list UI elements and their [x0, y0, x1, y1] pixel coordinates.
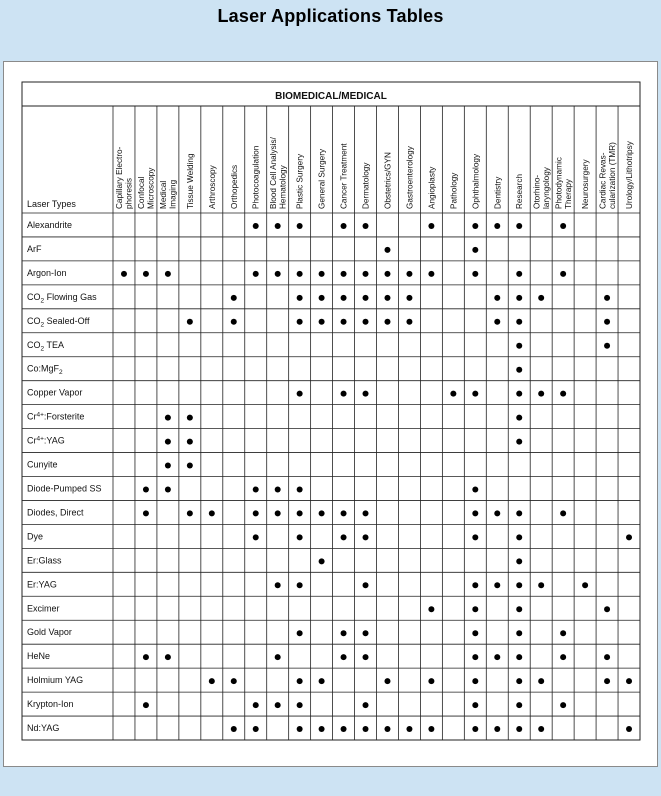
dot-marker — [275, 271, 281, 277]
dot-marker — [538, 678, 544, 684]
dot-marker — [516, 367, 522, 373]
dot-marker — [582, 582, 588, 588]
dot-marker — [297, 630, 303, 636]
dot-marker — [143, 702, 149, 708]
dot-marker — [253, 223, 259, 229]
row-label: Copper Vapor — [27, 387, 83, 398]
column-header: Dentistry — [493, 176, 503, 209]
dot-marker — [341, 654, 347, 660]
dot-marker — [560, 510, 566, 516]
dot-marker — [341, 534, 347, 540]
dot-marker — [297, 582, 303, 588]
dot-marker — [604, 606, 610, 612]
dot-marker — [341, 271, 347, 277]
row-header-label: Laser Types — [27, 199, 76, 209]
dot-marker — [209, 678, 215, 684]
dot-marker — [626, 534, 632, 540]
dot-marker — [428, 271, 434, 277]
dot-marker — [516, 606, 522, 612]
dot-marker — [472, 510, 478, 516]
dot-marker — [297, 295, 303, 301]
dot-marker — [319, 271, 325, 277]
dot-marker — [472, 391, 478, 397]
row-label: ArF — [27, 243, 42, 254]
dot-marker — [341, 223, 347, 229]
dot-marker — [428, 223, 434, 229]
dot-marker — [384, 678, 390, 684]
dot-marker — [341, 510, 347, 516]
dot-marker — [363, 295, 369, 301]
row-label: Diode-Pumped SS — [27, 483, 102, 494]
dot-marker — [516, 415, 522, 421]
row-label: Holmium YAG — [27, 675, 84, 686]
dot-marker — [363, 319, 369, 325]
dot-marker — [297, 319, 303, 325]
dot-marker — [538, 726, 544, 732]
row-label: $CO_2$ Sealed-Off — [27, 315, 90, 329]
dot-marker — [516, 678, 522, 684]
dot-marker — [604, 678, 610, 684]
dot-marker — [472, 630, 478, 636]
page-title: Laser Applications Tables — [217, 6, 444, 26]
column-header: Angioplasty — [427, 166, 437, 209]
dot-marker — [560, 630, 566, 636]
dot-marker — [231, 726, 237, 732]
dot-marker — [560, 654, 566, 660]
dot-marker — [516, 510, 522, 516]
dot-marker — [472, 606, 478, 612]
dot-marker — [516, 343, 522, 349]
column-header: Ophthalmology — [471, 153, 481, 209]
dot-marker — [363, 582, 369, 588]
dot-marker — [472, 271, 478, 277]
column-header: cularization (TMR) — [607, 142, 617, 209]
column-header: General Surgery — [317, 148, 327, 209]
dot-marker — [319, 678, 325, 684]
column-header: Capillary Electro- — [115, 146, 125, 209]
dot-marker — [341, 319, 347, 325]
dot-marker — [472, 247, 478, 253]
dot-marker — [275, 654, 281, 660]
dot-marker — [560, 702, 566, 708]
dot-marker — [384, 295, 390, 301]
column-header: Blood Cell Analysis/ — [268, 137, 278, 209]
dot-marker — [297, 534, 303, 540]
dot-marker — [187, 510, 193, 516]
dot-marker — [187, 415, 193, 421]
dot-marker — [516, 582, 522, 588]
dot-marker — [494, 582, 500, 588]
dot-marker — [516, 654, 522, 660]
row-label: Nd:YAG — [27, 723, 60, 734]
dot-marker — [363, 630, 369, 636]
dot-marker — [187, 439, 193, 445]
dot-marker — [143, 486, 149, 492]
dot-marker — [494, 295, 500, 301]
column-header: Arthroscopy — [207, 165, 217, 209]
dot-marker — [363, 391, 369, 397]
dot-marker — [275, 702, 281, 708]
dot-marker — [165, 463, 171, 469]
dot-marker — [165, 486, 171, 492]
dot-marker — [516, 391, 522, 397]
dot-marker — [297, 271, 303, 277]
dot-marker — [428, 726, 434, 732]
dot-marker — [253, 510, 259, 516]
dot-marker — [275, 582, 281, 588]
dot-marker — [187, 463, 193, 469]
dot-marker — [143, 271, 149, 277]
dot-marker — [538, 582, 544, 588]
dot-marker — [516, 295, 522, 301]
dot-marker — [406, 726, 412, 732]
dot-marker — [538, 295, 544, 301]
row-label: Alexandrite — [27, 219, 73, 230]
section-title: BIOMEDICAL/MEDICAL — [275, 91, 387, 102]
dot-marker — [472, 654, 478, 660]
dot-marker — [428, 606, 434, 612]
row-label: Excimer — [27, 603, 60, 614]
row-label: Er:YAG — [27, 579, 57, 590]
dot-marker — [450, 391, 456, 397]
column-header: Orthopedics — [229, 164, 239, 209]
dot-marker — [275, 510, 281, 516]
dot-marker — [165, 271, 171, 277]
dot-marker — [363, 223, 369, 229]
column-header: Neurosurgery — [581, 159, 591, 209]
dot-marker — [604, 319, 610, 325]
column-header: Cancer Treatment — [339, 143, 349, 209]
row-label: Krypton-Ion — [27, 699, 74, 710]
row-label: $Cr^{4+}:Forsterite$ — [27, 411, 85, 422]
dot-marker — [384, 271, 390, 277]
dot-marker — [297, 486, 303, 492]
dot-marker — [143, 654, 149, 660]
column-header: laryngology — [541, 167, 551, 209]
dot-marker — [253, 726, 259, 732]
column-header: Confocal — [137, 176, 147, 209]
column-header: Obstetrics/GYN — [383, 152, 393, 209]
dot-marker — [341, 726, 347, 732]
column-header: phoresis — [124, 178, 134, 209]
dot-marker — [516, 558, 522, 564]
dot-marker — [319, 295, 325, 301]
dot-marker — [472, 582, 478, 588]
dot-marker — [472, 702, 478, 708]
dot-marker — [494, 319, 500, 325]
dot-marker — [538, 391, 544, 397]
row-label: $CO_2$ Flowing Gas — [27, 291, 97, 305]
dot-marker — [209, 510, 215, 516]
dot-marker — [494, 223, 500, 229]
dot-marker — [253, 702, 259, 708]
dot-marker — [363, 726, 369, 732]
dot-marker — [428, 678, 434, 684]
dot-marker — [516, 223, 522, 229]
dot-marker — [363, 534, 369, 540]
row-label: Co:MgF$_2$ — [27, 363, 63, 377]
dot-marker — [319, 319, 325, 325]
row-label: HeNe — [27, 651, 51, 662]
row-label: Diodes, Direct — [27, 507, 84, 518]
dot-marker — [297, 223, 303, 229]
row-label: Cunyite — [27, 459, 58, 470]
dot-marker — [231, 295, 237, 301]
dot-marker — [604, 343, 610, 349]
dot-marker — [406, 319, 412, 325]
dot-marker — [516, 439, 522, 445]
row-label: Argon-Ion — [27, 267, 67, 278]
dot-marker — [626, 678, 632, 684]
dot-marker — [406, 271, 412, 277]
dot-marker — [472, 726, 478, 732]
dot-marker — [384, 726, 390, 732]
dot-marker — [472, 534, 478, 540]
dot-marker — [560, 271, 566, 277]
column-header: Cardiac Revas- — [598, 152, 608, 209]
dot-marker — [165, 439, 171, 445]
column-header: Dermatology — [361, 162, 371, 209]
dot-marker — [472, 678, 478, 684]
column-header: Therapy — [563, 178, 573, 209]
dot-marker — [341, 630, 347, 636]
dot-marker — [363, 510, 369, 516]
dot-marker — [472, 486, 478, 492]
column-header: Hematology — [278, 165, 288, 209]
dot-marker — [516, 702, 522, 708]
dot-marker — [604, 654, 610, 660]
dot-marker — [626, 726, 632, 732]
dot-marker — [341, 391, 347, 397]
applications-table — [4, 62, 657, 766]
dot-marker — [297, 678, 303, 684]
dot-marker — [516, 271, 522, 277]
row-label: Gold Vapor — [27, 627, 72, 638]
dot-marker — [121, 271, 127, 277]
dot-marker — [494, 726, 500, 732]
dot-marker — [253, 486, 259, 492]
row-label: $CO_2$ TEA — [27, 339, 64, 353]
column-header: Plastic Surgery — [295, 153, 305, 209]
dot-marker — [187, 319, 193, 325]
dot-marker — [341, 295, 347, 301]
row-label: Er:Glass — [27, 555, 62, 566]
dot-marker — [231, 319, 237, 325]
dot-marker — [319, 726, 325, 732]
dot-marker — [516, 319, 522, 325]
column-header: Pathology — [449, 172, 459, 209]
column-header: Gastroenterology — [405, 146, 415, 209]
dot-marker — [406, 295, 412, 301]
dot-marker — [560, 223, 566, 229]
row-label: Dye — [27, 531, 44, 542]
dot-marker — [275, 223, 281, 229]
dot-marker — [143, 510, 149, 516]
column-header: Urology/Lithotripsy — [625, 141, 635, 209]
dot-marker — [297, 726, 303, 732]
dot-marker — [494, 510, 500, 516]
dot-marker — [560, 391, 566, 397]
dot-marker — [253, 271, 259, 277]
dot-marker — [231, 678, 237, 684]
dot-marker — [363, 702, 369, 708]
dot-marker — [384, 247, 390, 253]
dot-marker — [363, 654, 369, 660]
column-header: Photodynamic — [554, 157, 564, 209]
dot-marker — [297, 702, 303, 708]
column-header: Imaging — [168, 179, 178, 209]
dot-marker — [319, 510, 325, 516]
dot-marker — [384, 319, 390, 325]
dot-marker — [319, 558, 325, 564]
dot-marker — [297, 391, 303, 397]
dot-marker — [604, 295, 610, 301]
table-panel — [3, 61, 658, 767]
column-header: Medical — [159, 180, 169, 209]
dot-marker — [253, 534, 259, 540]
dot-marker — [516, 726, 522, 732]
column-header: Research — [515, 173, 525, 209]
dot-marker — [165, 654, 171, 660]
dot-marker — [165, 415, 171, 421]
column-header: Tissue Welding — [185, 153, 195, 209]
row-label: $Cr^{4+}:YAG$ — [27, 435, 65, 446]
dot-marker — [494, 654, 500, 660]
dot-marker — [516, 534, 522, 540]
dot-marker — [297, 510, 303, 516]
dot-marker — [516, 630, 522, 636]
dot-marker — [472, 223, 478, 229]
column-header: Otorhino- — [532, 174, 542, 209]
dot-marker — [363, 271, 369, 277]
column-header: Photocoagulation — [251, 145, 261, 209]
column-header: Microscopy — [146, 167, 156, 209]
dot-marker — [275, 486, 281, 492]
